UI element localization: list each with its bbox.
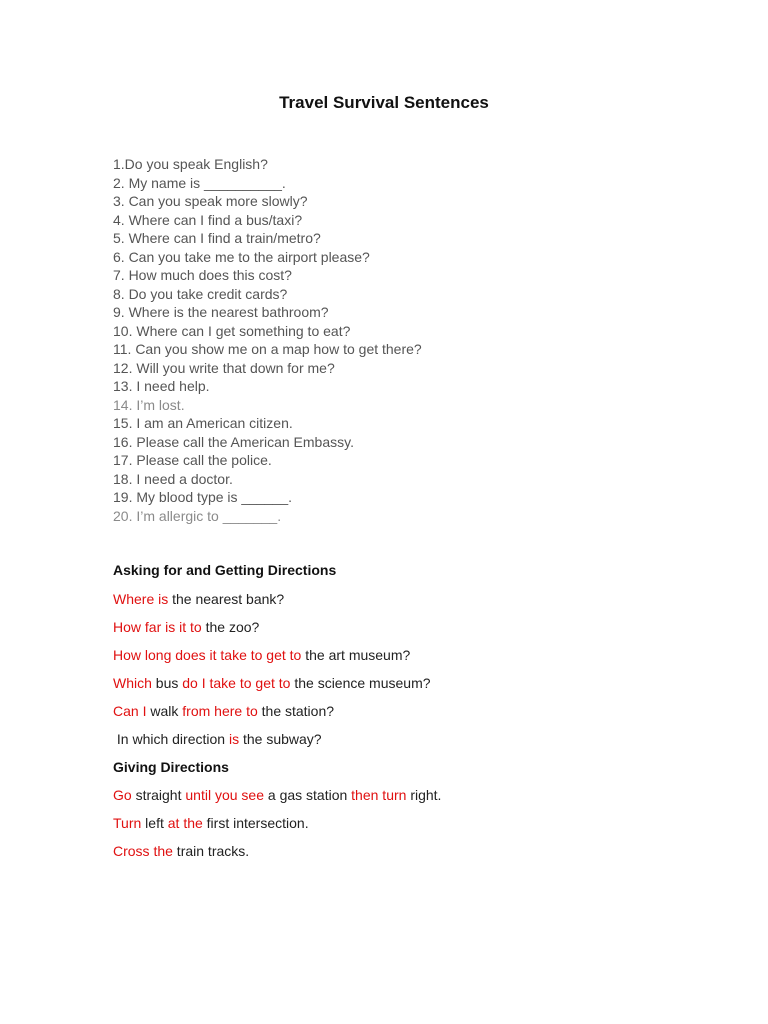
survival-sentence-item: 20. I’m allergic to _______. bbox=[113, 507, 282, 524]
highlighted-phrase: Where is bbox=[113, 591, 169, 607]
direction-sentence bbox=[113, 647, 410, 663]
survival-sentence-item: 15. I am an American citizen. bbox=[113, 415, 293, 431]
highlighted-phrase: at the bbox=[167, 815, 203, 831]
highlighted-phrase: How long does it take to get to bbox=[113, 647, 302, 663]
plain-phrase: right. bbox=[406, 787, 442, 803]
plain-phrase: the art museum? bbox=[301, 647, 411, 663]
survival-sentence-item: 12. Will you write that down for me? bbox=[113, 359, 335, 376]
highlighted-phrase: is bbox=[228, 731, 240, 747]
survival-sentence-item: 5. Where can I find a train/metro? bbox=[113, 230, 321, 246]
survival-sentence-item: 4. Where can I find a bus/taxi? bbox=[113, 211, 303, 228]
plain-phrase: bus bbox=[151, 675, 183, 691]
highlighted-phrase: do I take to get to bbox=[182, 675, 291, 691]
survival-sentence-item: 13. I need help. bbox=[113, 378, 210, 394]
highlighted-phrase: until you see bbox=[185, 787, 264, 803]
plain-phrase: the zoo? bbox=[201, 619, 260, 635]
giving-direction-sentence bbox=[113, 815, 309, 831]
direction-sentence bbox=[113, 675, 431, 691]
highlighted-phrase: Which bbox=[113, 675, 152, 691]
directions-heading: Asking for and Getting Directions bbox=[113, 562, 337, 578]
plain-phrase: walk bbox=[146, 703, 183, 719]
plain-phrase: In which direction bbox=[113, 731, 229, 747]
page-title: Travel Survival Sentences bbox=[279, 93, 489, 112]
survival-sentence-item: 9. Where is the nearest bathroom? bbox=[113, 304, 329, 320]
highlighted-phrase: then turn bbox=[351, 787, 407, 803]
giving-direction-sentence bbox=[113, 843, 249, 859]
direction-sentence bbox=[113, 731, 322, 747]
plain-phrase: train tracks. bbox=[172, 843, 250, 859]
plain-phrase: first intersection. bbox=[202, 815, 309, 831]
highlighted-phrase: from here to bbox=[182, 703, 258, 719]
survival-sentence-item: 16. Please call the American Embassy. bbox=[113, 433, 354, 450]
survival-sentence-item: 7. How much does this cost? bbox=[113, 267, 292, 283]
survival-sentence-item: 10. Where can I get something to eat? bbox=[113, 322, 351, 339]
highlighted-phrase: Turn bbox=[113, 815, 142, 831]
survival-sentence-item: 6. Can you take me to the airport please? bbox=[113, 248, 370, 265]
plain-phrase: straight bbox=[131, 787, 186, 803]
plain-phrase: the station? bbox=[257, 703, 335, 719]
plain-phrase: left bbox=[141, 815, 168, 831]
survival-sentence-item: 14. I’m lost. bbox=[113, 396, 185, 413]
survival-sentence-item: 11. Can you show me on a map how to get there? bbox=[113, 341, 422, 357]
survival-sentence-item: 18. I need a doctor. bbox=[113, 470, 233, 487]
survival-sentence-item: 17. Please call the police. bbox=[113, 452, 272, 468]
plain-phrase: the subway? bbox=[239, 731, 322, 747]
survival-sentence-item: 1.Do you speak English? bbox=[113, 156, 268, 172]
survival-sentence-item: 8. Do you take credit cards? bbox=[113, 285, 288, 302]
highlighted-phrase: Cross the bbox=[113, 843, 173, 859]
highlighted-phrase: Go bbox=[113, 787, 132, 803]
direction-sentence bbox=[113, 619, 259, 635]
direction-sentence bbox=[113, 591, 284, 607]
highlighted-phrase: How far is it to bbox=[113, 619, 202, 635]
plain-phrase: the science museum? bbox=[290, 675, 431, 691]
survival-sentence-item: 19. My blood type is ______. bbox=[113, 489, 293, 505]
plain-phrase: the nearest bank? bbox=[168, 591, 285, 607]
survival-sentence-item: 3. Can you speak more slowly? bbox=[113, 193, 308, 209]
giving-direction-sentence bbox=[113, 787, 441, 803]
plain-phrase: a gas station bbox=[264, 787, 352, 803]
direction-sentence bbox=[113, 703, 334, 719]
giving-directions-heading: Giving Directions bbox=[113, 759, 229, 775]
survival-sentence-item: 2. My name is __________. bbox=[113, 174, 286, 191]
highlighted-phrase: Can I bbox=[113, 703, 147, 719]
survival-sentence-list bbox=[113, 155, 422, 525]
